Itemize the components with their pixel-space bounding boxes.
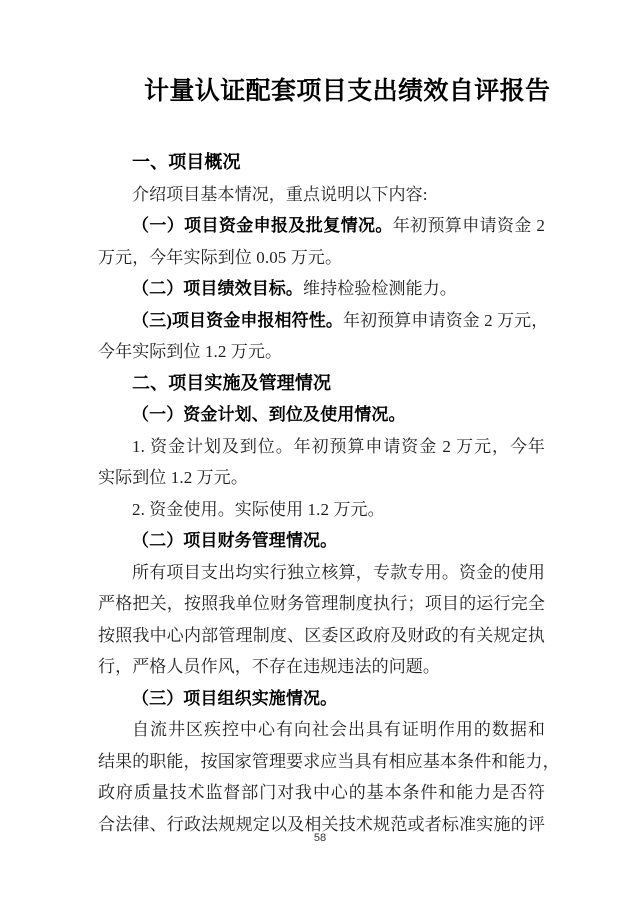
paragraph-financial-mgmt-line-4: 行，严格人员作风，不存在违规违法的问题。 xyxy=(98,657,440,676)
paragraph-org-impl-line-1: 自流井区疾控中心有向社会出具有证明作用的数据和 xyxy=(132,720,545,739)
paragraph-fund-plan-line-2: 实际到位 1.2 万元。 xyxy=(98,468,248,487)
subsection-1-3-heading: （三)项目资金申报相符性。 xyxy=(132,310,343,330)
paragraph-fund-consistency-line-1 xyxy=(98,305,549,337)
paragraph-fund-application-line-2: 万元，今年实际到位 0.05 万元。 xyxy=(98,247,343,267)
subsection-2-2-heading xyxy=(98,525,545,557)
paragraph-fund-consistency-line-2: 今年实际到位 1.2 万元。 xyxy=(98,342,283,361)
subsection-1-1-heading: （一）项目资金申报及批复情况。 xyxy=(132,216,393,235)
paragraph-financial-mgmt-line-2: 严格把关，按照我单位财务管理制度执行；项目的运行完全 xyxy=(98,594,545,613)
document-content xyxy=(98,74,560,840)
paragraph-financial-mgmt-line-1: 所有项目支出均实行独立核算，专款专用。资金的使用 xyxy=(132,562,545,582)
paragraph-performance-goal xyxy=(98,273,545,305)
paragraph-financial-mgmt-line-3: 按照我中心内部管理制度、区委区政府及财政的有关规定执 xyxy=(98,625,545,645)
paragraph-org-impl-line-4: 合法律、行政法规规定以及相关技术规范或者标准实施的评 xyxy=(98,814,545,834)
subsection-2-1-heading xyxy=(98,399,545,431)
subsection-heading-text: （二）项目财务管理情况。 xyxy=(132,531,338,550)
subsection-2-3-heading xyxy=(98,683,545,715)
paragraph-intro: 介绍项目基本情况，重点说明以下内容: xyxy=(132,184,428,204)
paragraph-text: 维持检验检测能力。 xyxy=(303,279,457,298)
paragraph-fund-usage: 2. 资金使用。实际使用 1.2 万元。 xyxy=(132,499,385,519)
paragraph-fund-plan-line-1: 1. 资金计划及到位。年初预算申请资金 2 万元，今年 xyxy=(132,436,545,456)
section-1-heading: 一、项目概况 xyxy=(132,152,241,172)
document-title: 计量认证配套项目支出绩效自评报告 xyxy=(144,77,551,105)
paragraph-text: 年初预算申请资金 2 xyxy=(392,216,545,235)
subsection-1-2-heading: （二）项目绩效目标。 xyxy=(132,279,303,298)
paragraph-org-impl-line-3: 政府质量技术监督部门对我中心的基本条件和能力是否符 xyxy=(98,783,545,802)
subsection-heading-text: （一）资金计划、到位及使用情况。 xyxy=(132,405,406,424)
paragraph-org-impl-line-2: 结果的职能，按国家管理要求应当具有相应基本条件和能力， xyxy=(98,751,560,771)
paragraph-fund-application-line-1 xyxy=(98,210,545,242)
paragraph-text: 年初预算申请资金 2 万元， xyxy=(342,310,549,330)
subsection-heading-text: （三）项目组织实施情况。 xyxy=(132,688,338,708)
section-2-heading: 二、项目实施及管理情况 xyxy=(132,372,332,393)
page-number: 58 xyxy=(313,832,327,844)
document-body xyxy=(98,147,560,840)
